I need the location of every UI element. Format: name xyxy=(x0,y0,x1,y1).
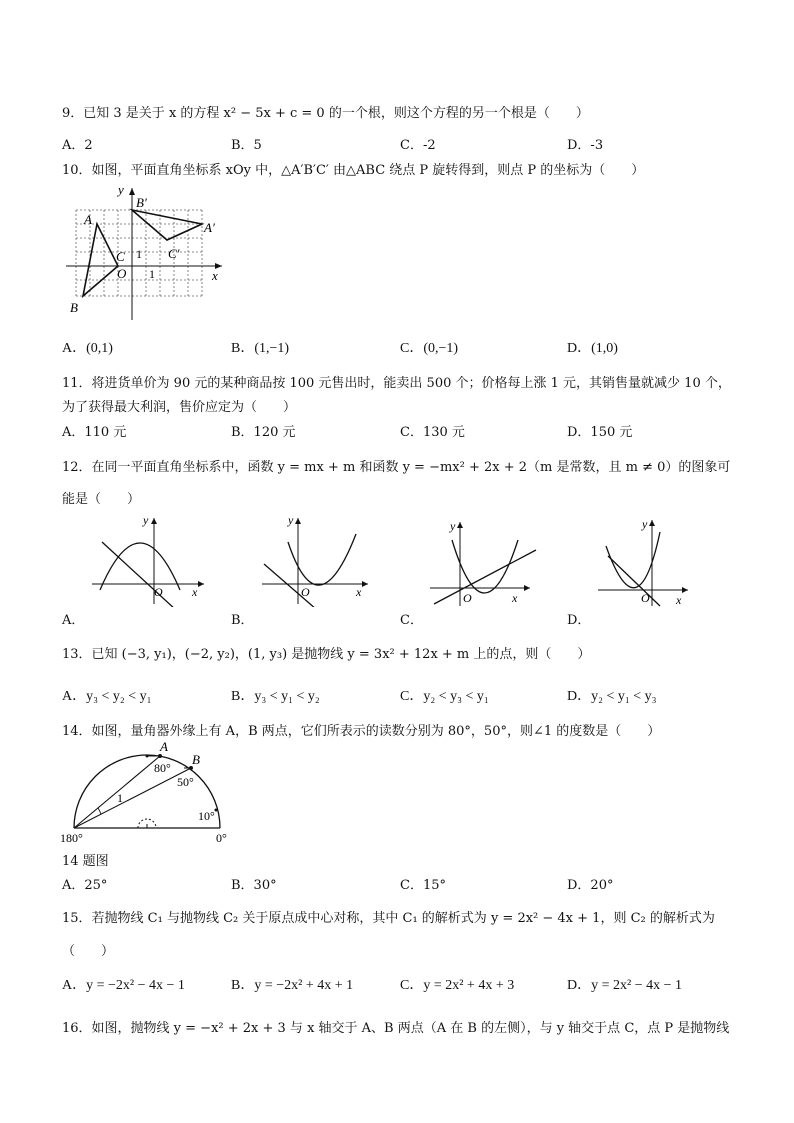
q10-option-c[interactable]: C．(0,−1) xyxy=(400,341,459,356)
q14-option-a[interactable]: A．25° xyxy=(62,878,108,893)
q12d-x-label: x xyxy=(676,593,682,607)
q12b-y-label: y xyxy=(288,513,294,527)
q10-label-1x: 1 xyxy=(149,267,155,281)
q13-stem: 13．已知 (−3, y₁)，(−2, y₂)，(1, y₃) 是抛物线 y = 3x² + 12x + m 上的点，则（ ） xyxy=(62,647,591,662)
q12d-y-label: y xyxy=(642,517,648,531)
q10-label-x: x xyxy=(212,268,218,283)
q12-option-c[interactable]: C． xyxy=(400,613,423,628)
q14-label-b: B xyxy=(192,752,200,767)
q14-ray-b xyxy=(74,768,191,828)
q14-stem: 14．如图，量角器外缘上有 A，B 两点，它们所表示的读数分别为 80°，50°，则∠1 的度数是（ ） xyxy=(62,724,661,739)
q12-graph-c[interactable] xyxy=(426,512,546,607)
q12c-x-label: x xyxy=(512,591,518,605)
q11-option-c[interactable]: C．130 元 xyxy=(400,425,465,440)
q11-option-b[interactable]: B．120 元 xyxy=(231,425,296,440)
q12d-o-label: O xyxy=(641,591,650,605)
q14-label-10: 10° xyxy=(198,809,215,823)
q9-option-c[interactable]: C．-2 xyxy=(400,138,436,153)
q15-option-b[interactable]: B．y = −2x² + 4x + 1 xyxy=(231,978,354,993)
q12-graph-a[interactable] xyxy=(88,512,208,607)
q10-triangle-abc xyxy=(83,224,118,296)
q15-stem-line2: （ ） xyxy=(62,944,115,959)
q10-triangle-apbpcp xyxy=(132,210,202,240)
q14-label-a: A xyxy=(160,739,168,754)
q10-label-b: B xyxy=(70,300,78,315)
q13-option-d[interactable]: D．y₂ < y₁ < y₃ xyxy=(567,689,657,704)
q11-stem-line2: 为了获得最大利润，售价应定为（ ） xyxy=(62,400,297,415)
q11-stem-line1: 11．将进货单价为 90 元的某种商品按 100 元售出时，能卖出 500 个；价格每上涨 1 元，其销售量就减少 10 个， xyxy=(62,376,731,391)
q14-option-c[interactable]: C．15° xyxy=(400,878,446,893)
q14-label-angle1: 1 xyxy=(117,791,123,805)
q10-label-o: O xyxy=(117,266,127,281)
q14-figure xyxy=(56,738,246,848)
q12-stem-line1: 12．在同一平面直角坐标系中，函数 y = mx + m 和函数 y = −mx² + 2x + 2（m 是常数，且 m ≠ 0）的图象可 xyxy=(62,460,731,475)
q10-label-bp: B′ xyxy=(136,195,147,210)
q12-graph-b[interactable] xyxy=(258,512,378,607)
q13-option-c[interactable]: C．y₂ < y₃ < y₁ xyxy=(400,689,489,704)
q12b-o-label: O xyxy=(301,585,310,599)
q15-stem-line1: 15．若抛物线 C₁ 与抛物线 C₂ 关于原点成中心对称，其中 C₁ 的解析式为 y = 2x² − 4x + 1，则 C₂ 的解析式为 xyxy=(62,911,715,926)
q14-label-180: 180° xyxy=(60,831,83,845)
q10-label-a: A xyxy=(84,212,92,227)
q14-label-50: 50° xyxy=(177,775,194,789)
q10-option-b[interactable]: B．(1,−1) xyxy=(231,341,290,356)
q12c-y-label: y xyxy=(450,519,456,533)
q14-label-80: 80° xyxy=(154,761,171,775)
q12-option-b[interactable]: B． xyxy=(231,613,254,628)
q14-caption: 14 题图 xyxy=(62,854,109,869)
q13-option-b[interactable]: B．y₃ < y₁ < y₂ xyxy=(231,689,320,704)
q10-label-c: C xyxy=(116,249,125,264)
q10-label-y: y xyxy=(118,182,124,197)
q12-option-a[interactable]: A． xyxy=(62,613,85,628)
q14-option-b[interactable]: B．30° xyxy=(231,878,277,893)
q13-option-a[interactable]: A．y₃ < y₂ < y₁ xyxy=(62,689,152,704)
q12-graph-d[interactable] xyxy=(594,512,714,607)
q10-label-ap: A′ xyxy=(204,220,215,235)
q10-figure xyxy=(60,180,240,320)
q10-label-cp: C′ xyxy=(168,246,180,261)
q10-label-1y: 1 xyxy=(136,247,142,261)
q12-stem-line2: 能是（ ） xyxy=(62,492,141,507)
q12a-o-label: O xyxy=(154,585,163,599)
q12a-x-label: x xyxy=(192,585,198,599)
q11-option-a[interactable]: A．110 元 xyxy=(62,425,127,440)
q14-option-d[interactable]: D．20° xyxy=(567,878,614,893)
q11-option-d[interactable]: D．150 元 xyxy=(567,425,633,440)
q10-option-a[interactable]: A．(0,1) xyxy=(62,341,113,356)
q12a-y-label: y xyxy=(143,513,149,527)
q9-option-a[interactable]: A．2 xyxy=(62,138,93,153)
q12c-o-label: O xyxy=(463,591,472,605)
q10-stem: 10．如图，平面直角坐标系 xOy 中，△A′B′C′ 由△ABC 绕点 P 旋转得到，则点 P 的坐标为（ ） xyxy=(62,163,645,178)
q9-stem: 9．已知 3 是关于 x 的方程 x² − 5x + c = 0 的一个根，则这个方程的另一个根是（ ） xyxy=(62,106,589,121)
q14-label-0: 0° xyxy=(216,831,227,845)
q10-option-d[interactable]: D．(1,0) xyxy=(567,341,618,356)
q9-option-b[interactable]: B．5 xyxy=(231,138,262,153)
q12-option-d[interactable]: D． xyxy=(567,613,591,628)
q12b-x-label: x xyxy=(356,585,362,599)
q15-option-a[interactable]: A．y = −2x² − 4x − 1 xyxy=(62,978,185,993)
q9-option-d[interactable]: D．-3 xyxy=(567,138,604,153)
q16-stem: 16．如图，抛物线 y = −x² + 2x + 3 与 x 轴交于 A、B 两点（A 在 B 的左侧），与 y 轴交于点 C，点 P 是抛物线 xyxy=(62,1021,730,1036)
q15-option-c[interactable]: C．y = 2x² + 4x + 3 xyxy=(400,978,515,993)
q15-option-d[interactable]: D．y = 2x² − 4x − 1 xyxy=(567,978,682,993)
